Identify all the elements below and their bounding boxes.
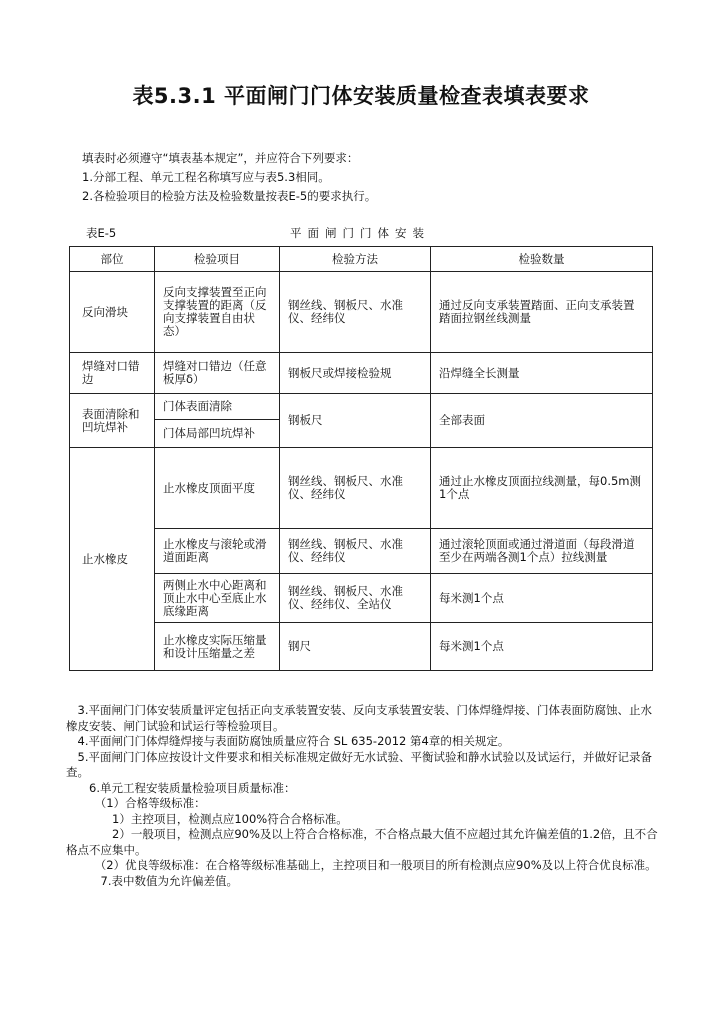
table-row xyxy=(70,574,653,623)
note-7: 7.表中数值为允许偏差值。 xyxy=(66,873,238,888)
item-cell: 止水橡皮顶面平度 xyxy=(155,448,280,529)
table-row xyxy=(70,529,653,574)
part-cell: 焊缝对口错边 xyxy=(70,353,155,394)
table-header-row xyxy=(70,247,653,272)
inspection-table xyxy=(69,246,653,671)
item-cell: 焊缝对口错边（任意板厚δ） xyxy=(155,353,280,394)
header-method: 检验方法 xyxy=(280,247,431,272)
item-cell: 止水橡皮与滚轮或滑道面距离 xyxy=(155,529,280,574)
part-cell: 反向滑块 xyxy=(70,272,155,353)
table-caption: 平面闸门门体安装 xyxy=(290,226,430,240)
note-6-2: （2）优良等级标准：在合格等级标准基础上，主控项目和一般项目的所有检测点应90%及以上符合优良标准。 xyxy=(66,858,657,872)
item-cell: 反向支撑装置至正向支撑装置的距离（反向支撑装置自由状态） xyxy=(155,272,280,353)
header-part: 部位 xyxy=(70,247,155,272)
header-item: 检验项目 xyxy=(155,247,280,272)
item-cell: 止水橡皮实际压缩量和设计压缩量之差 xyxy=(155,623,280,671)
notes-section xyxy=(66,703,658,889)
note-6-1-2: 2）一般项目，检测点应90%及以上符合合格标准，不合格点最大值不应超过其允许偏差值的1.2倍，且不合格点不应集中。 xyxy=(66,827,658,857)
note-6: 6.单元工程安装质量检验项目质量标准： xyxy=(66,780,296,795)
table-row xyxy=(70,394,653,420)
quantity-cell: 每米测1个点 xyxy=(431,623,653,671)
method-cell: 钢丝线、钢板尺、水准仪、经纬仪 xyxy=(280,272,431,353)
intro-line-2: 1.分部工程、单元工程名称填写应与表5.3相同。 xyxy=(82,170,330,184)
quantity-cell: 通过止水橡皮顶面拉线测量，每0.5m测1个点 xyxy=(431,448,653,529)
part-cell: 止水橡皮 xyxy=(70,448,155,671)
header-quantity: 检验数量 xyxy=(431,247,653,272)
note-6-1-1: 1）主控项目，检测点应100%符合合格标准。 xyxy=(66,811,348,826)
table-row xyxy=(70,272,653,353)
intro-line-1: 填表时必须遵守“填表基本规定”，并应符合下列要求： xyxy=(82,151,359,165)
table-number: 表E-5 xyxy=(86,226,117,240)
intro-line-3: 2.各检验项目的检验方法及检验数量按表E-5的要求执行。 xyxy=(82,189,377,203)
table-row xyxy=(70,353,653,394)
note-4: 4.平面闸门门体焊缝焊接与表面防腐蚀质量应符合 SL 635-2012 第4章的相关规定。 xyxy=(66,734,510,748)
item-cell: 两侧止水中心距离和顶止水中心至底止水底缘距离 xyxy=(155,574,280,623)
method-cell: 钢板尺 xyxy=(280,394,431,448)
page-title: 表5.3.1 平面闸门门体安装质量检查表填表要求 xyxy=(132,84,590,108)
quantity-cell: 每米测1个点 xyxy=(431,574,653,623)
note-5: 5.平面闸门门体应按设计文件要求和相关标准规定做好无水试验、平衡试验和静水试验以及试运行，并做好记录备查。 xyxy=(66,749,652,779)
note-3: 3.平面闸门门体安装质量评定包括正向支承装置安装、反向支承装置安装、门体焊缝焊接、门体表面防腐蚀、止水橡皮安装、闸门试验和试运行等检验项目。 xyxy=(66,703,652,733)
method-cell: 钢丝线、钢板尺、水准仪、经纬仪 xyxy=(280,448,431,529)
item-cell: 门体表面清除 xyxy=(155,394,280,420)
quantity-cell: 通过反向支承装置踏面、正向支承装置踏面拉钢丝线测量 xyxy=(431,272,653,353)
method-cell: 钢板尺或焊接检验规 xyxy=(280,353,431,394)
table-row xyxy=(70,448,653,529)
part-cell: 表面清除和凹坑焊补 xyxy=(70,394,155,448)
table-row xyxy=(70,623,653,671)
method-cell: 钢丝线、钢板尺、水准仪、经纬仪、全站仪 xyxy=(280,574,431,623)
quantity-cell: 沿焊缝全长测量 xyxy=(431,353,653,394)
method-cell: 钢丝线、钢板尺、水准仪、经纬仪 xyxy=(280,529,431,574)
item-cell: 门体局部凹坑焊补 xyxy=(155,420,280,448)
quantity-cell: 全部表面 xyxy=(431,394,653,448)
note-6-1: （1）合格等级标准： xyxy=(66,796,206,810)
method-cell: 钢尺 xyxy=(280,623,431,671)
quantity-cell: 通过滚轮顶面或通过滑道面（每段滑道至少在两端各测1个点）拉线测量 xyxy=(431,529,653,574)
